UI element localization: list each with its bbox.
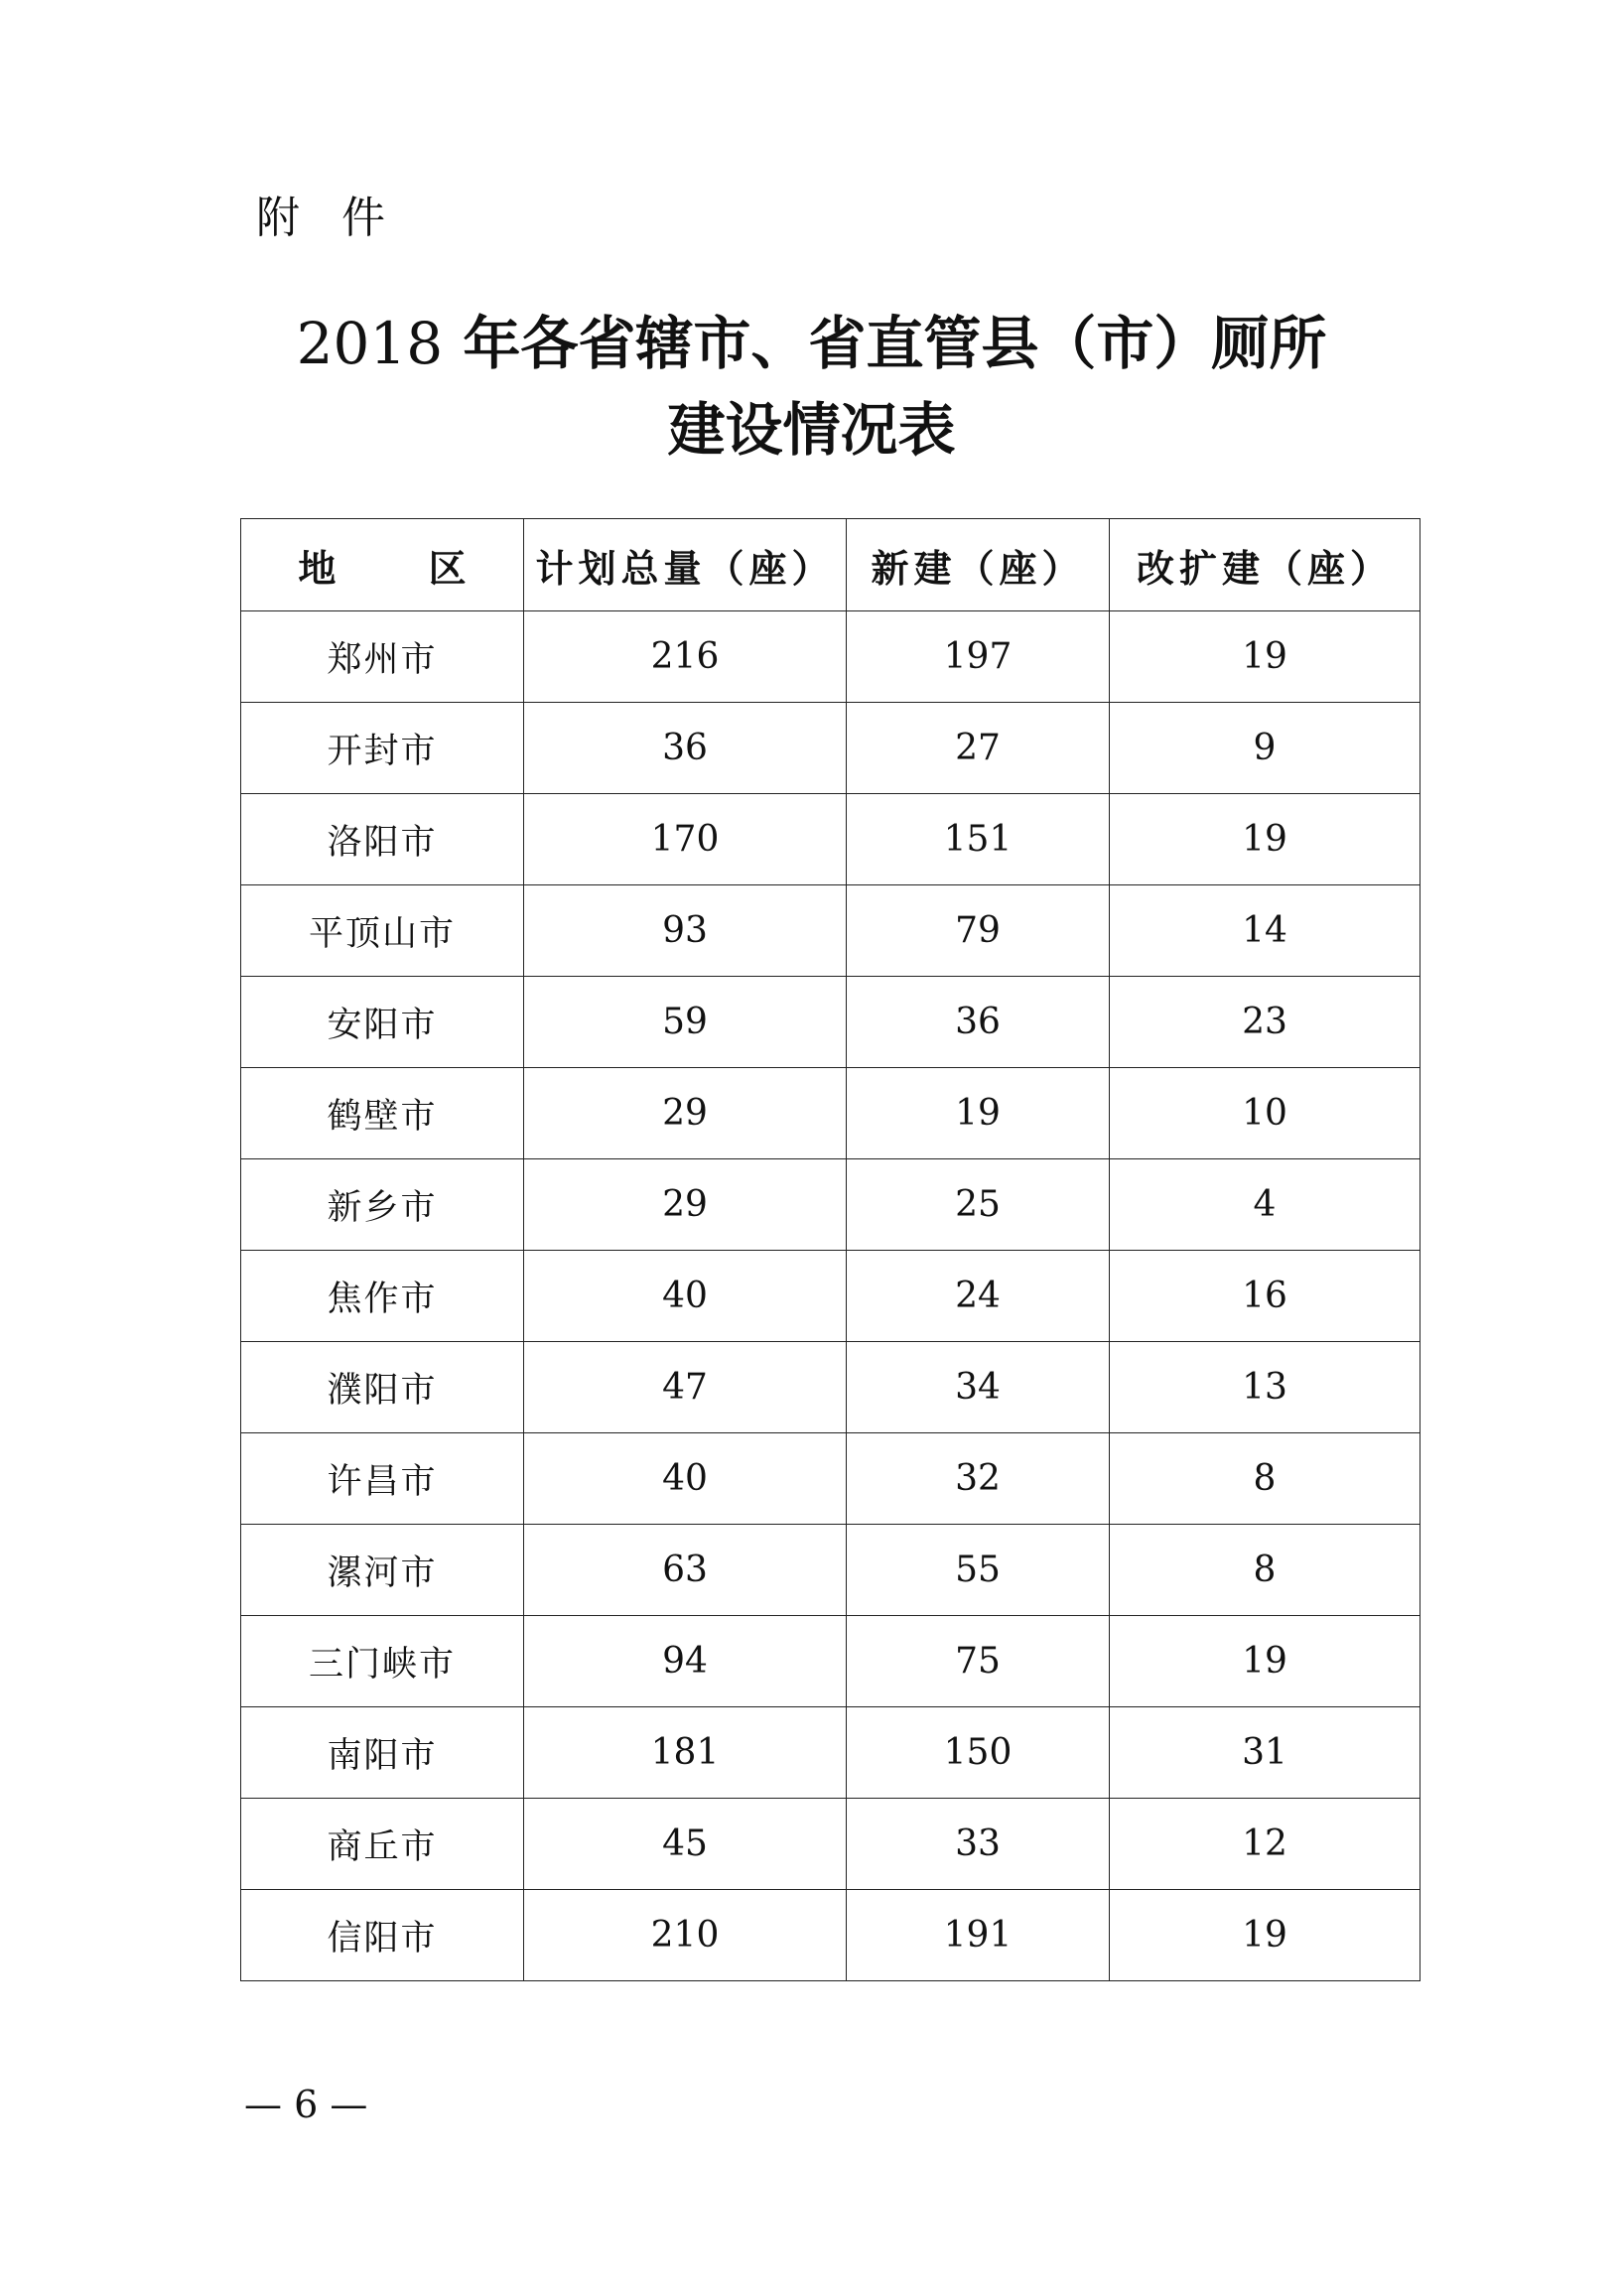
cell-new-built: 24 [847, 1251, 1110, 1342]
cell-region: 三门峡市 [241, 1616, 524, 1707]
header-new-built: 新建（座） [847, 519, 1110, 611]
cell-renovated: 31 [1110, 1707, 1420, 1799]
cell-new-built: 33 [847, 1799, 1110, 1890]
cell-planned-total: 181 [524, 1707, 847, 1799]
cell-planned-total: 29 [524, 1159, 847, 1251]
cell-planned-total: 59 [524, 977, 847, 1068]
table-body [241, 611, 1420, 1981]
toilet-construction-table [240, 518, 1420, 1981]
document-title-line-2: 建设情况表 [667, 396, 956, 464]
table-row [241, 611, 1420, 703]
cell-region: 南阳市 [241, 1707, 524, 1799]
table-row [241, 1707, 1420, 1799]
table-row [241, 1525, 1420, 1616]
cell-planned-total: 170 [524, 794, 847, 885]
table-row [241, 703, 1420, 794]
cell-renovated: 13 [1110, 1342, 1420, 1433]
cell-new-built: 151 [847, 794, 1110, 885]
cell-new-built: 32 [847, 1433, 1110, 1525]
cell-region: 焦作市 [241, 1251, 524, 1342]
cell-planned-total: 45 [524, 1799, 847, 1890]
cell-region: 郑州市 [241, 611, 524, 703]
cell-planned-total: 40 [524, 1433, 847, 1525]
cell-planned-total: 93 [524, 885, 847, 977]
cell-region: 许昌市 [241, 1433, 524, 1525]
cell-region: 濮阳市 [241, 1342, 524, 1433]
cell-region: 洛阳市 [241, 794, 524, 885]
cell-renovated: 9 [1110, 703, 1420, 794]
cell-new-built: 75 [847, 1616, 1110, 1707]
cell-region: 平顶山市 [241, 885, 524, 977]
cell-renovated: 4 [1110, 1159, 1420, 1251]
cell-renovated: 8 [1110, 1433, 1420, 1525]
table-row [241, 1799, 1420, 1890]
cell-renovated: 19 [1110, 611, 1420, 703]
cell-renovated: 8 [1110, 1525, 1420, 1616]
table-row [241, 885, 1420, 977]
cell-new-built: 197 [847, 611, 1110, 703]
cell-renovated: 14 [1110, 885, 1420, 977]
cell-renovated: 23 [1110, 977, 1420, 1068]
table-row [241, 1433, 1420, 1525]
table-header-row [241, 519, 1420, 611]
cell-renovated: 19 [1110, 794, 1420, 885]
cell-planned-total: 29 [524, 1068, 847, 1159]
table-row [241, 794, 1420, 885]
table-row [241, 1342, 1420, 1433]
title-year: 2018 [296, 310, 444, 377]
header-planned-total: 计划总量（座） [524, 519, 847, 611]
table-row [241, 1159, 1420, 1251]
attachment-label: 附 件 [256, 193, 399, 243]
title-line-1-text: 年各省辖市、省直管县（市）厕所 [443, 310, 1327, 377]
cell-new-built: 25 [847, 1159, 1110, 1251]
cell-region: 漯河市 [241, 1525, 524, 1616]
cell-planned-total: 36 [524, 703, 847, 794]
cell-planned-total: 210 [524, 1890, 847, 1981]
document-title-line-1 [0, 301, 1623, 386]
cell-planned-total: 216 [524, 611, 847, 703]
cell-renovated: 10 [1110, 1068, 1420, 1159]
cell-new-built: 79 [847, 885, 1110, 977]
cell-region: 商丘市 [241, 1799, 524, 1890]
cell-renovated: 16 [1110, 1251, 1420, 1342]
cell-planned-total: 63 [524, 1525, 847, 1616]
page-number: — 6 — [244, 2083, 368, 2126]
cell-new-built: 55 [847, 1525, 1110, 1616]
table-row [241, 1068, 1420, 1159]
cell-planned-total: 47 [524, 1342, 847, 1433]
header-region: 地 区 [241, 519, 524, 611]
cell-new-built: 19 [847, 1068, 1110, 1159]
header-renovated: 改扩建（座） [1110, 519, 1420, 611]
table-row [241, 1251, 1420, 1342]
cell-region: 鹤壁市 [241, 1068, 524, 1159]
cell-renovated: 12 [1110, 1799, 1420, 1890]
cell-new-built: 34 [847, 1342, 1110, 1433]
cell-new-built: 150 [847, 1707, 1110, 1799]
cell-region: 新乡市 [241, 1159, 524, 1251]
cell-region: 安阳市 [241, 977, 524, 1068]
cell-renovated: 19 [1110, 1890, 1420, 1981]
cell-planned-total: 94 [524, 1616, 847, 1707]
cell-new-built: 27 [847, 703, 1110, 794]
cell-renovated: 19 [1110, 1616, 1420, 1707]
cell-new-built: 191 [847, 1890, 1110, 1981]
cell-planned-total: 40 [524, 1251, 847, 1342]
table-row [241, 977, 1420, 1068]
cell-new-built: 36 [847, 977, 1110, 1068]
cell-region: 信阳市 [241, 1890, 524, 1981]
table-row [241, 1616, 1420, 1707]
table-row [241, 1890, 1420, 1981]
cell-region: 开封市 [241, 703, 524, 794]
